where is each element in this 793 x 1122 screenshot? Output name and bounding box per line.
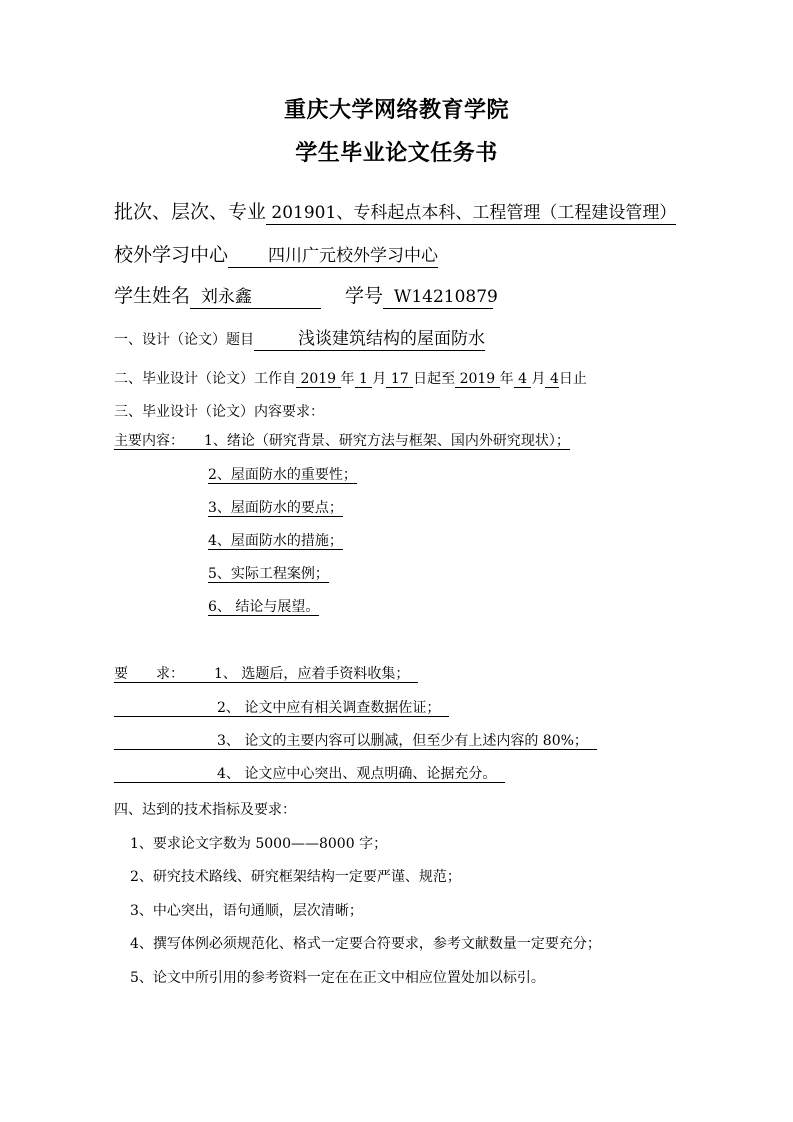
requirement-line [114, 666, 418, 683]
end-day: 4 [545, 371, 558, 388]
requirement-item-1: 1、 选题后，应着手资料收集； [214, 666, 410, 682]
requirement-row [114, 733, 597, 750]
content-item: 3、屋面防水的要点； [208, 500, 343, 516]
topic-label: 一、设计（论文）题目 [114, 332, 254, 348]
start-month: 1 [355, 371, 373, 388]
content-item: 5、实际工程案例； [208, 566, 329, 582]
batch-row [114, 197, 676, 225]
name-value: 刘永鑫 [190, 288, 321, 309]
indicator-item: 1、要求论文字数为 5000——8000 字； [130, 836, 388, 852]
requirement-line [114, 766, 505, 783]
center-value: 四川广元校外学习中心 [228, 247, 438, 268]
topic-value: 浅谈建筑结构的屋面防水 [254, 330, 485, 351]
end-year: 2019 [455, 371, 500, 388]
requirement-item-3: 3、 论文的主要内容可以删减，但至少有上述内容的 80%； [217, 733, 588, 749]
content-item: 6、 结论与展望。 [208, 599, 320, 615]
requirement-row [114, 766, 505, 783]
requirement-item-2: 2、 论文中应有相关调查数据佐证； [217, 700, 441, 716]
start-year: 2019 [296, 371, 341, 388]
content-item-1: 1、绪论（研究背景、研究方法与框架、国内外研究现状）； [204, 433, 570, 449]
main-content-label: 主要内容： [114, 433, 184, 449]
batch-value: 201901、专科起点本科、工程管理（工程建设管理） [266, 204, 676, 225]
requirement-label: 要 求： [114, 666, 184, 682]
document-title: 学生毕业论文任务书 [295, 140, 498, 166]
main-content-row [114, 433, 570, 450]
content-item: 2、屋面防水的重要性； [208, 467, 357, 483]
content-item: 4、屋面防水的措施； [208, 533, 343, 549]
id-label: 学号 [345, 285, 384, 307]
batch-label: 批次、层次、专业 [114, 201, 267, 223]
indicator-item: 4、撰写体例必须规范化、格式一定要合符要求，参考文献数量一定要充分； [130, 936, 601, 952]
period-prefix: 二、毕业设计（论文）工作自 [114, 371, 296, 387]
student-row [114, 281, 498, 309]
requirement-item-4: 4、 论文应中心突出、观点明确、论据充分。 [217, 766, 497, 782]
center-row [114, 240, 438, 268]
requirement-row [114, 666, 418, 683]
indicator-item: 5、论文中所引用的参考资料一定在在正文中相应位置处加以标引。 [130, 970, 545, 986]
end-month: 4 [514, 371, 532, 388]
technical-indicators-heading: 四、达到的技术指标及要求： [114, 802, 296, 818]
name-label: 学生姓名 [114, 285, 191, 307]
requirement-line [114, 733, 597, 750]
indicator-item: 3、中心突出，语句通顺，层次清晰； [130, 903, 363, 919]
center-label: 校外学习中心 [114, 244, 229, 266]
requirement-row [114, 700, 449, 717]
content-requirements-heading: 三、毕业设计（论文）内容要求： [114, 404, 324, 420]
requirement-line [114, 700, 449, 717]
start-day: 17 [386, 371, 413, 388]
id-value: W14210879 [383, 288, 493, 309]
work-period-row: 二、毕业设计（论文）工作自 2019 年 1 月 17 日起至 2019 年 4 月 4日止 [114, 371, 587, 387]
main-content-line [114, 433, 570, 450]
school-title: 重庆大学网络教育学院 [283, 97, 509, 123]
thesis-topic-row [114, 329, 485, 351]
indicator-item: 2、研究技术路线、研究框架结构一定要严谨、规范； [130, 869, 461, 885]
